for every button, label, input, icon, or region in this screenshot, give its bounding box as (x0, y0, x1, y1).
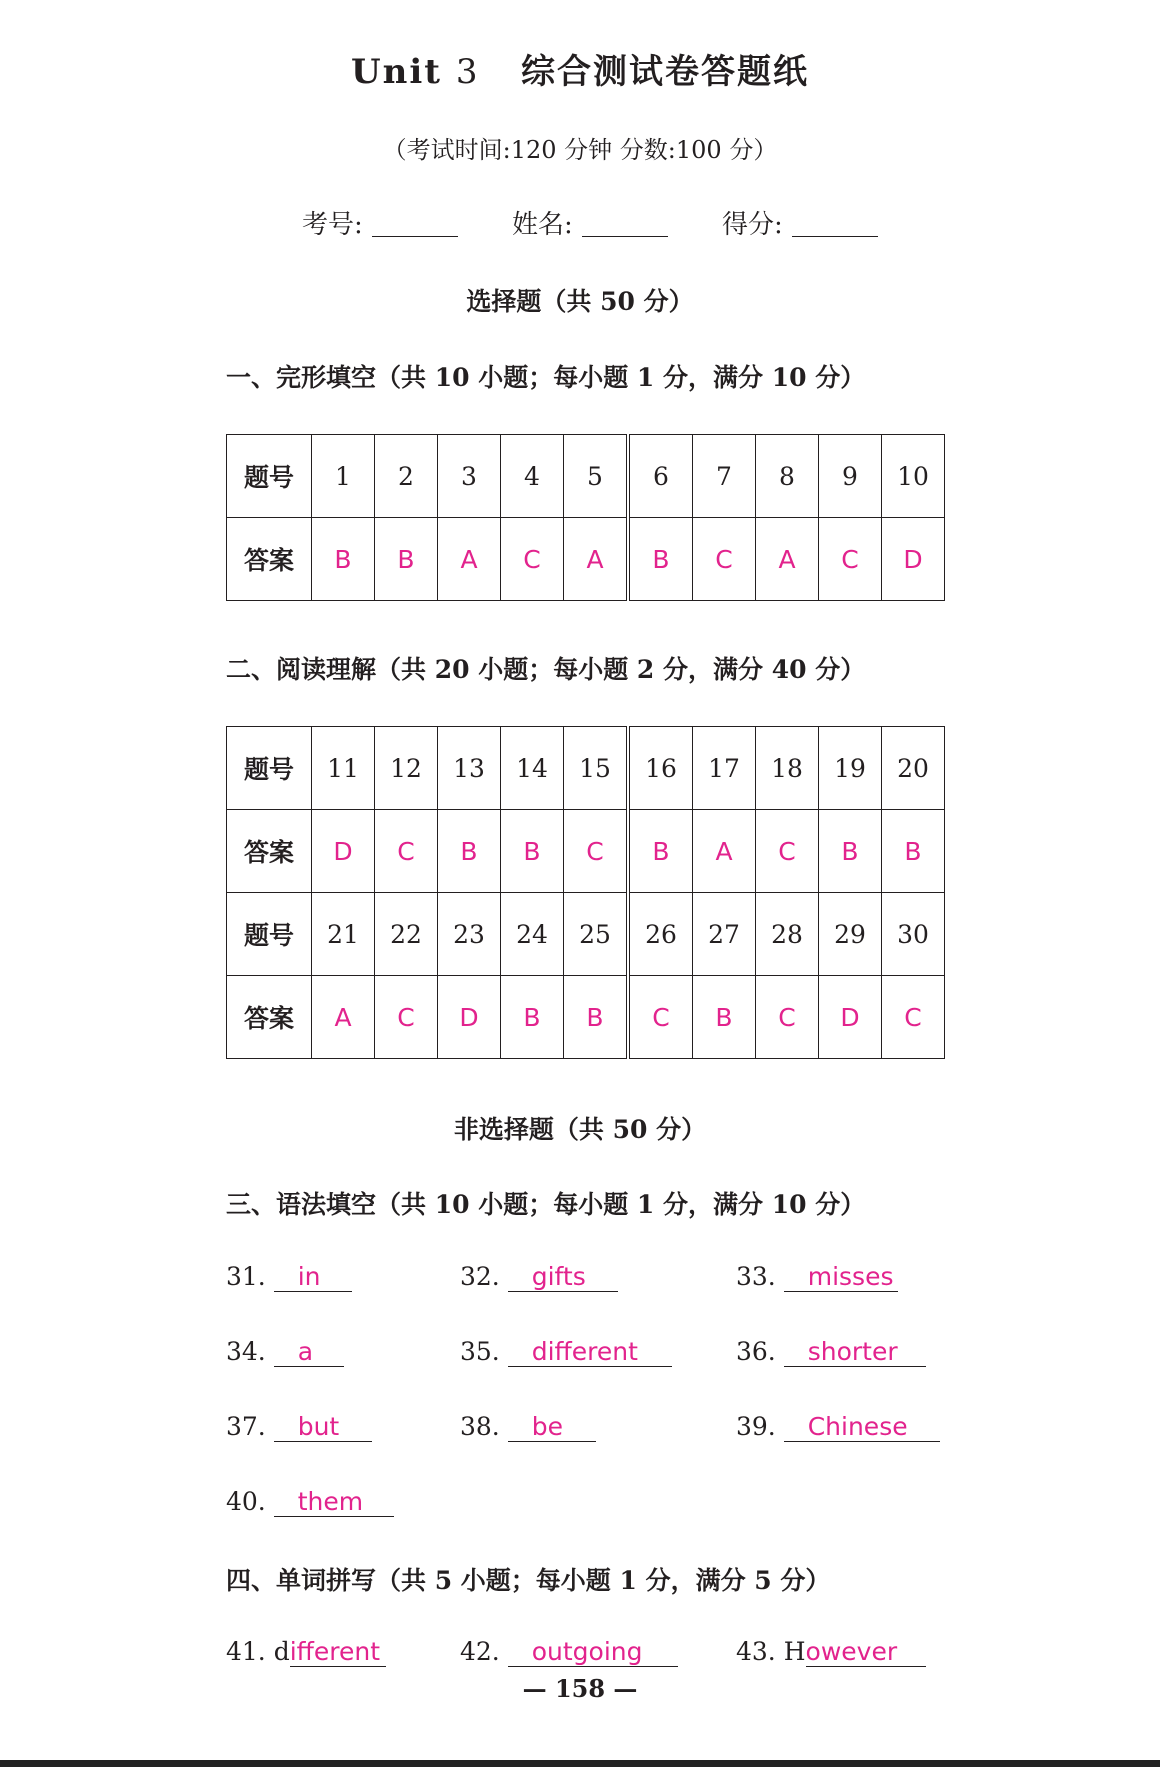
answer-cell: D (438, 976, 501, 1059)
answer-cell: B (375, 518, 438, 601)
name-blank[interactable] (582, 236, 668, 237)
table-row (227, 435, 945, 518)
answer-blank[interactable]: but (274, 1413, 372, 1442)
unit-label: Unit (351, 52, 442, 92)
question-number: 25 (564, 893, 629, 976)
item-number: 40. (226, 1487, 266, 1516)
question-number: 19 (819, 727, 882, 810)
answer-cell: C (628, 976, 693, 1059)
question-number: 17 (693, 727, 756, 810)
table-row (227, 518, 945, 601)
exam-info: （考试时间:120 分钟 分数:100 分） (382, 136, 778, 164)
given-letter: H (783, 1637, 806, 1666)
table-row (227, 893, 945, 976)
exam-number-label: 考号: (302, 210, 363, 240)
question-number: 26 (628, 893, 693, 976)
question-number: 15 (564, 727, 629, 810)
page-number: — 158 — (522, 1674, 638, 1703)
spell-item (226, 1637, 386, 1667)
question-number: 1 (312, 435, 375, 518)
question-number: 29 (819, 893, 882, 976)
row-label: 题号 (227, 893, 312, 976)
item-number: 32. (460, 1262, 500, 1291)
answer-cell: D (819, 976, 882, 1059)
row-label: 答案 (227, 518, 312, 601)
section1-title: 一、完形填空（共 10 小题；每小题 1 分，满分 10 分） (226, 363, 866, 392)
item-number: 41. (226, 1637, 266, 1666)
answer-cell: B (693, 976, 756, 1059)
item-number: 35. (460, 1337, 500, 1366)
section1-answer-table (226, 434, 945, 601)
question-number: 24 (501, 893, 564, 976)
question-number: 8 (756, 435, 819, 518)
fill-item (226, 1262, 352, 1292)
answer-cell: C (882, 976, 945, 1059)
fill-item (226, 1412, 372, 1442)
question-number: 30 (882, 893, 945, 976)
answer-cell: D (882, 518, 945, 601)
question-number: 18 (756, 727, 819, 810)
answer-blank[interactable]: ifferent (290, 1638, 386, 1667)
question-number: 20 (882, 727, 945, 810)
answer-blank[interactable]: a (274, 1338, 344, 1367)
answer-cell: C (375, 810, 438, 893)
table-row (227, 727, 945, 810)
answer-blank[interactable]: shorter (784, 1338, 926, 1367)
answer-cell: A (438, 518, 501, 601)
question-number: 22 (375, 893, 438, 976)
answer-blank[interactable]: in (274, 1263, 352, 1292)
section2-answer-table (226, 726, 945, 1059)
item-number: 34. (226, 1337, 266, 1366)
item-number: 42. (460, 1637, 500, 1666)
score-blank[interactable] (792, 236, 878, 237)
given-letter: d (273, 1637, 290, 1666)
question-number: 7 (693, 435, 756, 518)
unit-number: 3 (455, 52, 480, 92)
item-number: 43. (736, 1637, 776, 1666)
spell-item (736, 1637, 926, 1667)
answer-cell: A (693, 810, 756, 893)
answer-blank[interactable]: owever (806, 1638, 926, 1667)
score-label: 得分: (722, 210, 783, 240)
name-label: 姓名: (512, 210, 573, 240)
question-number: 5 (564, 435, 629, 518)
section2-title: 二、阅读理解（共 20 小题；每小题 2 分，满分 40 分） (226, 655, 866, 684)
answer-cell: B (882, 810, 945, 893)
question-number: 14 (501, 727, 564, 810)
fill-item (226, 1337, 344, 1367)
answer-cell: A (564, 518, 629, 601)
fill-item (460, 1337, 672, 1367)
item-number: 36. (736, 1337, 776, 1366)
item-number: 37. (226, 1412, 266, 1441)
question-number: 10 (882, 435, 945, 518)
question-number: 2 (375, 435, 438, 518)
answer-cell: C (693, 518, 756, 601)
item-number: 33. (736, 1262, 776, 1291)
question-number: 6 (628, 435, 693, 518)
row-label: 题号 (227, 435, 312, 518)
question-number: 23 (438, 893, 501, 976)
answer-cell: C (501, 518, 564, 601)
table-row (227, 976, 945, 1059)
question-number: 4 (501, 435, 564, 518)
fill-item (460, 1262, 618, 1292)
answer-blank[interactable]: outgoing (508, 1638, 678, 1667)
item-number: 31. (226, 1262, 266, 1291)
item-number: 38. (460, 1412, 500, 1441)
answer-cell: D (312, 810, 375, 893)
answer-blank[interactable]: Chinese (784, 1413, 940, 1442)
fill-item (460, 1412, 596, 1442)
answer-blank[interactable]: gifts (508, 1263, 618, 1292)
question-number: 13 (438, 727, 501, 810)
answer-cell: A (312, 976, 375, 1059)
fill-item (226, 1487, 394, 1517)
table-row (227, 810, 945, 893)
answer-cell: C (564, 810, 629, 893)
answer-cell: B (628, 810, 693, 893)
row-label: 题号 (227, 727, 312, 810)
item-number: 39. (736, 1412, 776, 1441)
question-number: 21 (312, 893, 375, 976)
answer-cell: A (756, 518, 819, 601)
question-number: 27 (693, 893, 756, 976)
title-text: 综合测试卷答题纸 (521, 52, 809, 92)
question-number: 3 (438, 435, 501, 518)
nonchoice-heading: 非选择题（共 50 分） (453, 1115, 707, 1144)
row-label: 答案 (227, 810, 312, 893)
fill-item (736, 1412, 940, 1442)
question-number: 12 (375, 727, 438, 810)
answer-cell: C (756, 810, 819, 893)
answer-cell: B (564, 976, 629, 1059)
bottom-bar (0, 1760, 1160, 1767)
answer-cell: C (819, 518, 882, 601)
page-title (0, 44, 1160, 93)
exam-number-blank[interactable] (372, 236, 458, 237)
answer-blank[interactable]: misses (784, 1263, 898, 1292)
answer-cell: B (628, 518, 693, 601)
fill-item (736, 1337, 926, 1367)
answer-cell: B (501, 810, 564, 893)
spell-item (460, 1637, 678, 1667)
answer-cell: B (438, 810, 501, 893)
question-number: 16 (628, 727, 693, 810)
answer-cell: B (819, 810, 882, 893)
answer-cell: C (375, 976, 438, 1059)
answer-cell: C (756, 976, 819, 1059)
section4-title: 四、单词拼写（共 5 小题；每小题 1 分，满分 5 分） (226, 1566, 831, 1595)
answer-blank[interactable]: them (274, 1488, 394, 1517)
fill-item (736, 1262, 898, 1292)
choice-heading: 选择题（共 50 分） (466, 287, 694, 316)
answer-blank[interactable]: different (508, 1338, 672, 1367)
section3-title: 三、语法填空（共 10 小题；每小题 1 分，满分 10 分） (226, 1190, 866, 1219)
answer-cell: B (312, 518, 375, 601)
answer-blank[interactable]: be (508, 1413, 596, 1442)
answer-cell: B (501, 976, 564, 1059)
row-label: 答案 (227, 976, 312, 1059)
question-number: 28 (756, 893, 819, 976)
question-number: 11 (312, 727, 375, 810)
question-number: 9 (819, 435, 882, 518)
